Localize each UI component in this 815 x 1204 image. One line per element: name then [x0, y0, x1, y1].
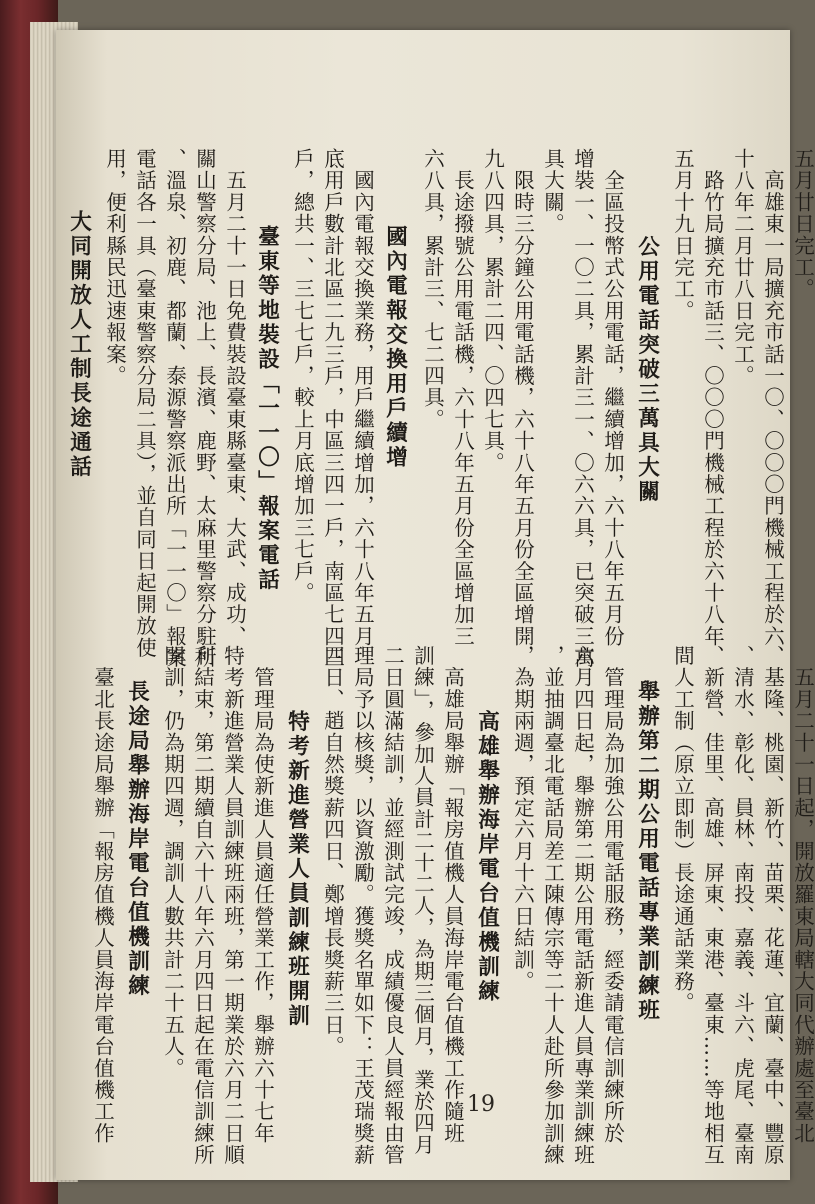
text-column: ，並抽調臺北電話局差工陳傳宗等二十人赴所參加訓練 — [540, 645, 565, 1166]
text-column: 管理局為使新進人員適任營業工作，舉辦六十七年 — [250, 645, 275, 1145]
section-heading: 臺東等地裝設「一一〇」報案電話 — [254, 225, 280, 593]
section-heading: 大同開放人工制長途通話 — [66, 210, 92, 480]
section-heading: 長途局舉辦海岸電台值機訓練 — [124, 680, 150, 999]
text-column: 具大關。 — [540, 148, 565, 235]
page-number: 19 — [467, 1092, 495, 1117]
text-column: 訓練」，參加人員計二十二人，為期三個月，業於四月 — [410, 645, 435, 1156]
text-column: 限時三分鐘公用電話機，六十八年五月份全區增開 — [510, 148, 535, 648]
text-column: 管理局為加強公用電話服務，經委請電信訓練所於 — [600, 645, 625, 1145]
text-column: 十八年二月廿八日完工。 — [730, 148, 755, 387]
text-column: 間人工制（原立即制）長途通話業務。 — [670, 645, 695, 1014]
section-heading: 國內電報交換用戶續增 — [382, 225, 408, 470]
text-column: 底用戶數計北區二九三戶，中區三四一戶，南區七四三 — [320, 148, 345, 669]
text-column: 二日圓滿結訓，並經測試完竣，成績優良人員經報由管 — [380, 645, 405, 1166]
text-column: 臺北長途局舉辦「報房值機人員海岸電台值機工作 — [90, 645, 115, 1145]
text-column: 、溫泉、初鹿、都蘭、泰源警察派出所「一一〇」報案 — [162, 148, 187, 669]
text-column: 特考新進營業人員訓練班兩班，第一期業於六月二日順 — [220, 645, 245, 1166]
text-column: 國內電報交換業務，用戶繼續增加，六十八年五月 — [350, 148, 375, 648]
text-column: 高雄局舉辦「報房值機人員海岸電台值機工作隨班 — [440, 645, 465, 1145]
section-heading: 特考新進營業人員訓練班開訓 — [284, 710, 310, 1029]
text-column: 五月廿日完工。 — [790, 148, 815, 300]
section-heading: 舉辦第二期公用電話專業訓練班 — [634, 680, 660, 1023]
text-column: 、新營、佳里、高雄、屏東、東港、臺東……等地相互 — [700, 645, 725, 1166]
text-column: 長途撥號公用電話機，六十八年五月份全區增加三 — [450, 148, 475, 648]
text-column: 五月二十一日起，開放羅東局轄大同代辦處至臺北 — [790, 645, 815, 1145]
text-column: 九八四具，累計二四、〇四七具。 — [480, 148, 505, 474]
section-heading: 高雄舉辦海岸電台值機訓練 — [474, 710, 500, 1004]
text-column: 路竹局擴充市話三、〇〇〇門機械工程於六十八年 — [700, 148, 725, 648]
text-column: 六八具，累計三、七二四具。 — [420, 148, 445, 431]
text-column: ，為期兩週，預定六月十六日結訓。 — [510, 645, 535, 993]
text-column: 用，便利縣民迅速報案。 — [102, 148, 127, 387]
text-column: 增裝一、一〇二具，累計三一、〇六六具，已突破三萬 — [570, 148, 595, 669]
text-column: 六月四日起，舉辦第二期公用電話新進人員專業訓練班 — [570, 645, 595, 1166]
text-column: 、清水、彰化、員林、南投、嘉義、斗六、虎尾、臺南 — [730, 645, 755, 1166]
text-column: 、基隆、桃園、新竹、苗栗、花蓮、宜蘭、臺中、豐原 — [760, 645, 785, 1166]
text-column: 高雄東一局擴充市話一〇、〇〇〇門機械工程於六 — [760, 148, 785, 648]
text-column: 電話各一具（臺東警察分局二具），並自同日起開放使 — [132, 148, 157, 659]
book-page — [56, 30, 815, 1180]
text-column: 五月二十一日免費裝設臺東縣臺東、大武、成功、 — [222, 148, 247, 648]
text-column: 戶，總共一、三七七戶，較上月底增加三七戶。 — [290, 148, 315, 604]
text-column: 四日、趙自然獎薪四日、鄭增長獎薪三日。 — [320, 645, 345, 1058]
text-column: 關山警察分局、池上、長濱、鹿野、太麻里警察分駐所 — [192, 148, 217, 669]
text-column: 開訓，仍為期四週，調訓人數共計二十五人。 — [160, 645, 185, 1079]
text-column: 理局予以核獎，以資激勵。獲獎名單如下：王茂瑞獎薪 — [350, 645, 375, 1166]
text-column: 全區投幣式公用電話，繼續增加，六十八年五月份 — [600, 148, 625, 648]
text-column: 利結束，第二期續自六十八年六月四日起在電信訓練所 — [190, 645, 215, 1166]
text-column: 五月十九日完工。 — [670, 148, 695, 322]
section-heading: 公用電話突破三萬具大關 — [634, 235, 660, 505]
